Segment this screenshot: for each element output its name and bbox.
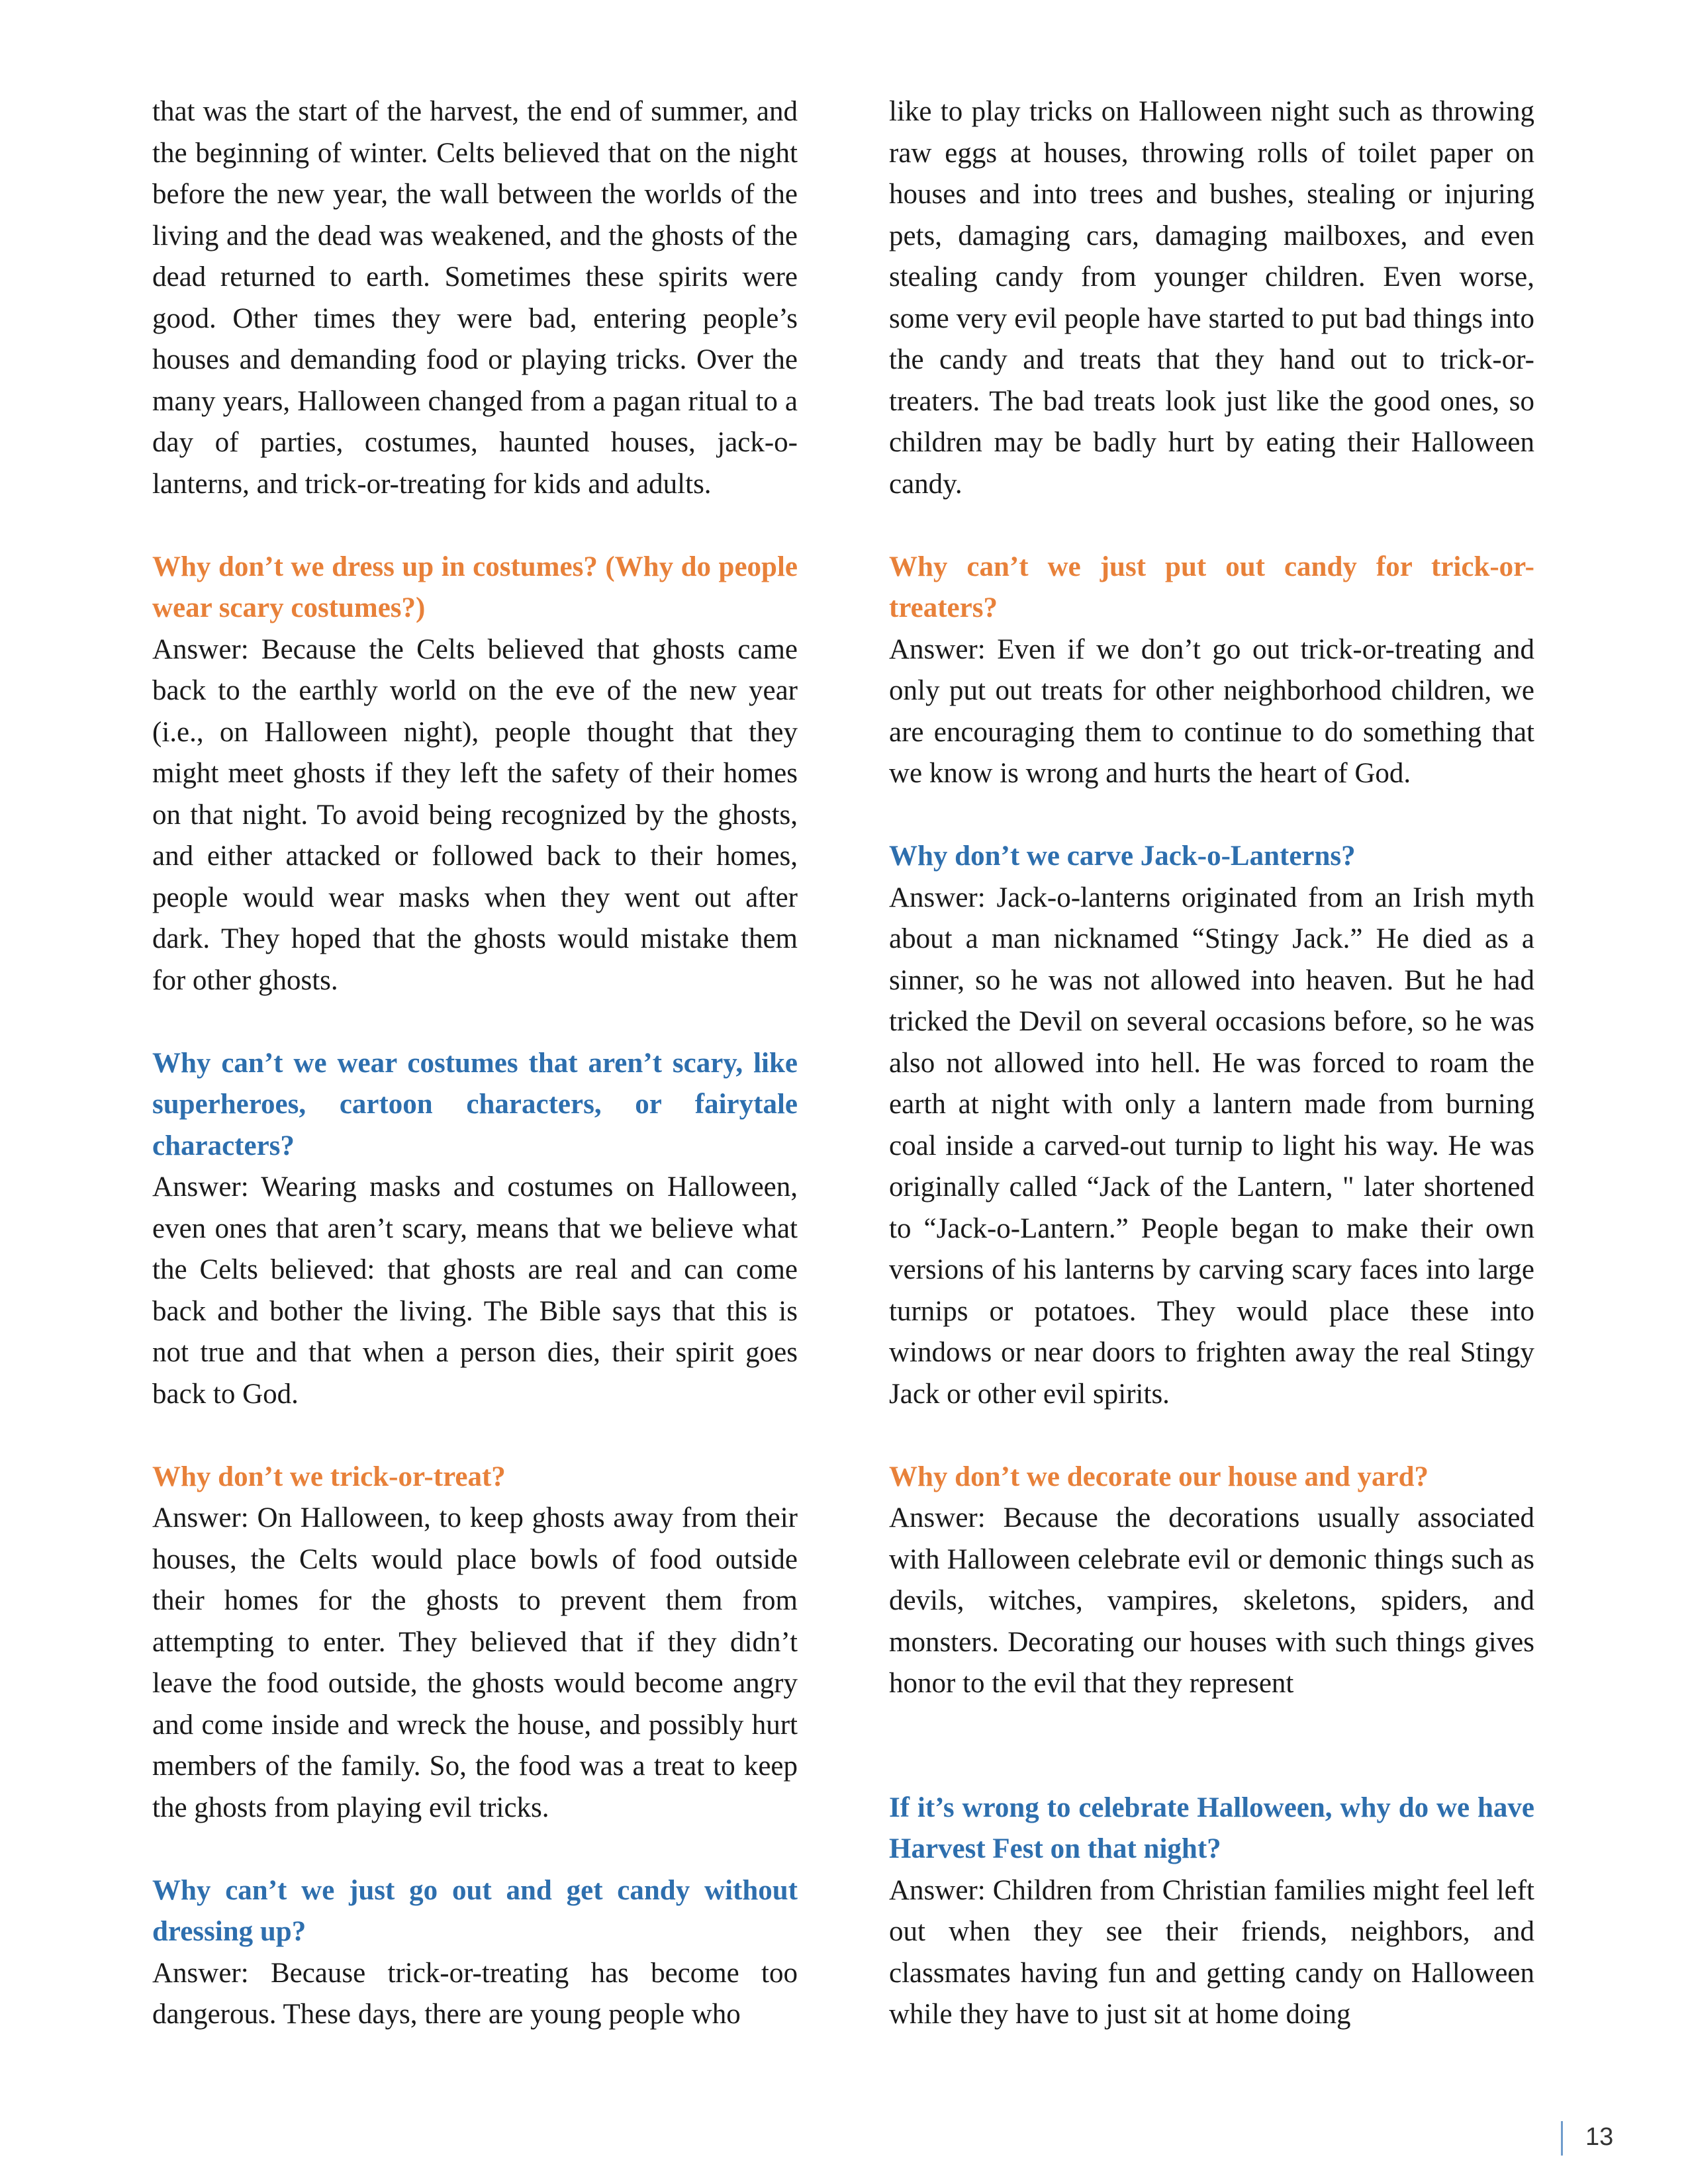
answer-paragraph: Answer: Jack-o-lanterns originated from an Irish myth about a man nicknamed “Stingy Jack.” He died as a sinner, so he was not allowed into heaven. But he had tricked the Devil on several occasions before, so he was also not allowed into hell. He was forced to roam the earth at night with only a lantern made from burning coal inside a carved-out turnip to light his way. He was originally called “Jack of the Lantern, " later shortened to “Jack-o-Lantern.” People began to make their own versions of his lanterns by carving scary faces into large turnips or potatoes. They would place these into windows or near doors to frighten away the real Stingy Jack or other evil spirits. xyxy=(889,882,1534,1410)
qa-jack-o-lanterns xyxy=(889,836,1534,1415)
question-heading: Why can’t we just put out candy for trick-or-treaters? xyxy=(889,551,1534,623)
page-number: 13 xyxy=(1585,2123,1614,2151)
qa-harvest-fest xyxy=(889,1788,1534,2036)
qa-put-out-candy xyxy=(889,547,1534,795)
question-heading: Why don’t we trick-or-treat? xyxy=(152,1461,506,1492)
answer-paragraph: Answer: On Halloween, to keep ghosts away from their houses, the Celts would place bowls of food outside their homes for the ghosts to prevent them from attempting to enter. They believed that if they didn’t leave the food outside, the ghosts would become angry and come inside and wreck the house, and possibly hurt members of the family. So, the food was a treat to keep the ghosts from playing evil tricks. xyxy=(152,1502,798,1823)
qa-candy-without-dressing xyxy=(152,1870,798,2036)
answer-paragraph: Answer: Because the decorations usually associated with Halloween celebrate evil or demonic things such as devils, witches, vampires, skeletons, spiders, and monsters. Decorating our houses with such things gives honor to the evil that they represent xyxy=(889,1502,1534,1699)
answer-paragraph: Answer: Wearing masks and costumes on Halloween, even ones that aren’t scary, means that we believe what the Celts believed: that ghosts are real and can come back and bother the living. The Bible says that this is not true and that when a person dies, their spirit goes back to God. xyxy=(152,1171,798,1410)
question-heading: Why don’t we carve Jack-o-Lanterns? xyxy=(889,841,1356,872)
answer-paragraph: Answer: Children from Christian families might feel left out when they see their friends, neighbors, and classmates having fun and getting candy on Halloween while they have to just sit at home doing xyxy=(889,1874,1534,2030)
right-column xyxy=(889,91,1534,2036)
continued-paragraph: like to play tricks on Halloween night such as throwing raw eggs at houses, throwing rolls of toilet paper on houses and into trees and bushes, stealing or injuring pets, damaging cars, damaging mailboxes, and even stealing candy from younger children. Even worse, some very evil people have started to put bad things into the candy and treats that they hand out to trick-or-treaters. The bad treats look just like the good ones, so children may be badly hurt by eating their Halloween candy. xyxy=(889,96,1534,500)
question-heading: If it’s wrong to celebrate Halloween, why do we have Harvest Fest on that night? xyxy=(889,1792,1534,1864)
question-heading: Why can’t we wear costumes that aren’t scary, like superheroes, cartoon characters, or fairytale characters? xyxy=(152,1047,798,1161)
answer-paragraph: Answer: Even if we don’t go out trick-or-treating and only put out treats for other neighborhood children, we are encouraging them to continue to do something that we know is wrong and hurts the heart of God. xyxy=(889,633,1534,789)
answer-paragraph: Answer: Because trick-or-treating has become too dangerous. These days, there are young people who xyxy=(152,1957,798,2030)
question-heading: Why can’t we just go out and get candy without dressing up? xyxy=(152,1874,798,1947)
qa-trick-or-treat xyxy=(152,1457,798,1829)
question-heading: Why don’t we decorate our house and yard? xyxy=(889,1461,1429,1492)
qa-costumes xyxy=(152,547,798,1002)
left-column xyxy=(152,91,798,2036)
footer-divider xyxy=(1561,2121,1563,2156)
qa-decorate-house xyxy=(889,1457,1534,1705)
answer-paragraph: Answer: Because the Celts believed that ghosts came back to the earthly world on the eve of the new year (i.e., on Halloween night), people thought that they might meet ghosts if they left the safety of their homes on that night. To avoid being recognized by the ghosts, and either attacked or followed back to their homes, people would wear masks when they went out after dark. They hoped that the ghosts would mistake them for other ghosts. xyxy=(152,633,798,996)
question-heading: Why don’t we dress up in costumes? (Why do people wear scary costumes?) xyxy=(152,551,798,623)
qa-non-scary-costumes xyxy=(152,1043,798,1416)
intro-paragraph: that was the start of the harvest, the end of summer, and the beginning of winter. Celts believed that on the night before the new year, the wall between the worlds of the living and the dead was weakened, and the ghosts of the dead returned to earth. Sometimes these spirits were good. Other times they were bad, entering people’s houses and demanding food or playing tricks. Over the many years, Halloween changed from a pagan ritual to a day of parties, costumes, haunted houses, jack-o-lanterns, and trick-or-treating for kids and adults. xyxy=(152,96,798,500)
